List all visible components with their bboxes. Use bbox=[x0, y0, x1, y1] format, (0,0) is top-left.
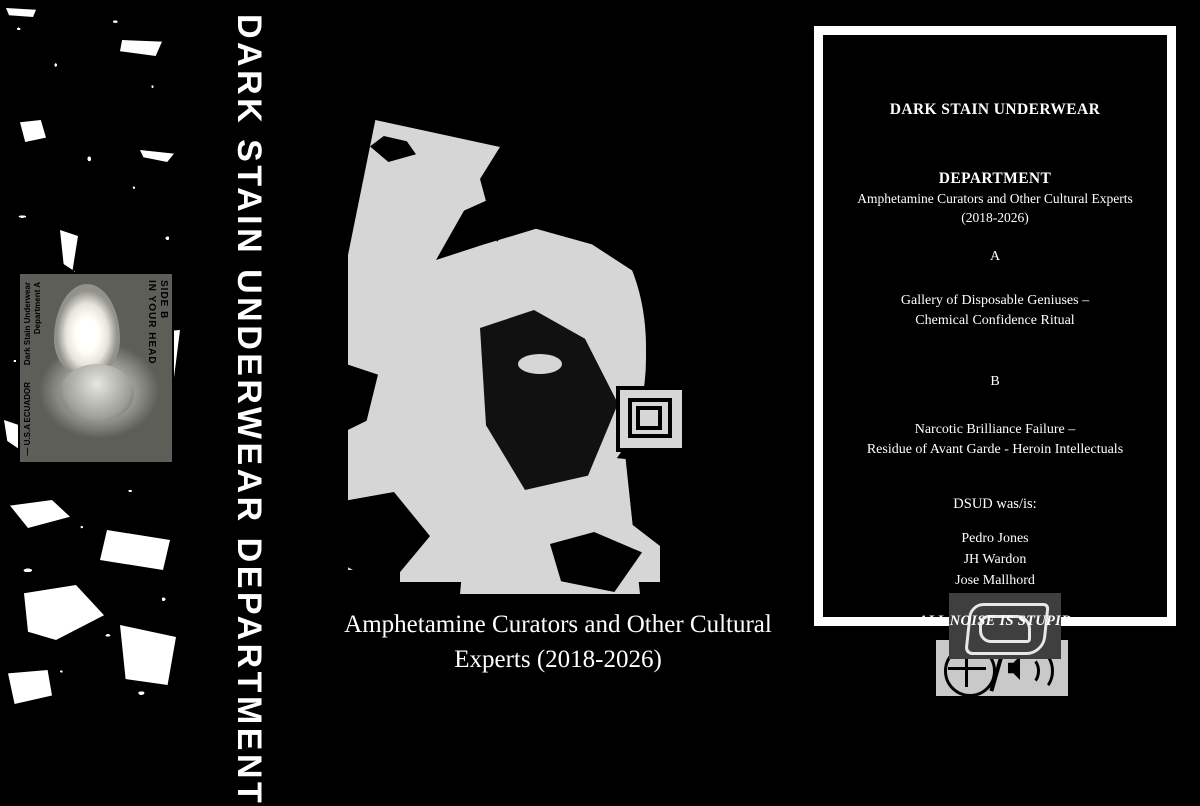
inset-label-left-4: — U.S.A bbox=[23, 424, 32, 456]
bowl-figure bbox=[60, 364, 134, 422]
side-b-track-line-1: Narcotic Brilliance Failure – bbox=[914, 422, 1076, 438]
member-name-2: JH Wardon bbox=[963, 551, 1027, 567]
credits-heading: DSUD was/is: bbox=[953, 496, 1037, 513]
back-years: (2018-2026) bbox=[961, 210, 1029, 226]
left-texture-panel bbox=[0, 0, 186, 722]
spine-title: DARK STAIN UNDERWEAR DEPARTMENT bbox=[230, 14, 269, 806]
inset-label-right-2: SIDE B bbox=[158, 280, 169, 320]
side-b-label: B bbox=[990, 374, 1000, 390]
back-title-line-1: DARK STAIN UNDERWEAR bbox=[889, 101, 1101, 118]
art-shape-eye bbox=[518, 354, 562, 374]
side-a-label: A bbox=[989, 248, 1001, 264]
cover-artwork-image bbox=[340, 62, 690, 574]
side-a-track-line-1: Gallery of Disposable Geniuses – bbox=[900, 292, 1090, 308]
back-subtitle: Amphetamine Curators and Other Cultural Experts bbox=[857, 191, 1133, 207]
logo-speaker-icon bbox=[1008, 656, 1020, 680]
cover-caption: Amphetamine Curators and Other Cultural Experts (2018-2026) bbox=[344, 611, 772, 673]
spine-panel bbox=[186, 0, 312, 806]
back-cover-text-block bbox=[837, 101, 1153, 651]
side-a-track-line-2: Chemical Confidence Ritual bbox=[915, 312, 1075, 328]
member-name-1: Pedro Jones bbox=[961, 531, 1029, 547]
side-b-track-line-2: Residue of Avant Garde - Heroin Intellectuals bbox=[866, 442, 1124, 458]
back-title-line-2: DEPARTMENT bbox=[938, 169, 1052, 187]
cover-emblem-icon bbox=[608, 380, 684, 452]
slogan-text: ALL NOISE IS STUPID bbox=[918, 613, 1072, 630]
inset-label-left-1: Dark Stain Underwear bbox=[23, 282, 32, 366]
front-cover-panel bbox=[312, 0, 804, 722]
inset-label-left-3: ECUADOR bbox=[23, 382, 32, 423]
inset-label-left-2: Department A bbox=[33, 282, 42, 335]
emblem-center-mark bbox=[636, 406, 662, 430]
member-name-3: Jose Mallhord bbox=[955, 572, 1035, 588]
back-cover-panel bbox=[806, 0, 1200, 722]
inset-photo-label bbox=[18, 272, 174, 464]
inset-label-right-1: IN YOUR HEAD bbox=[146, 280, 157, 365]
back-cover-frame bbox=[814, 26, 1176, 630]
